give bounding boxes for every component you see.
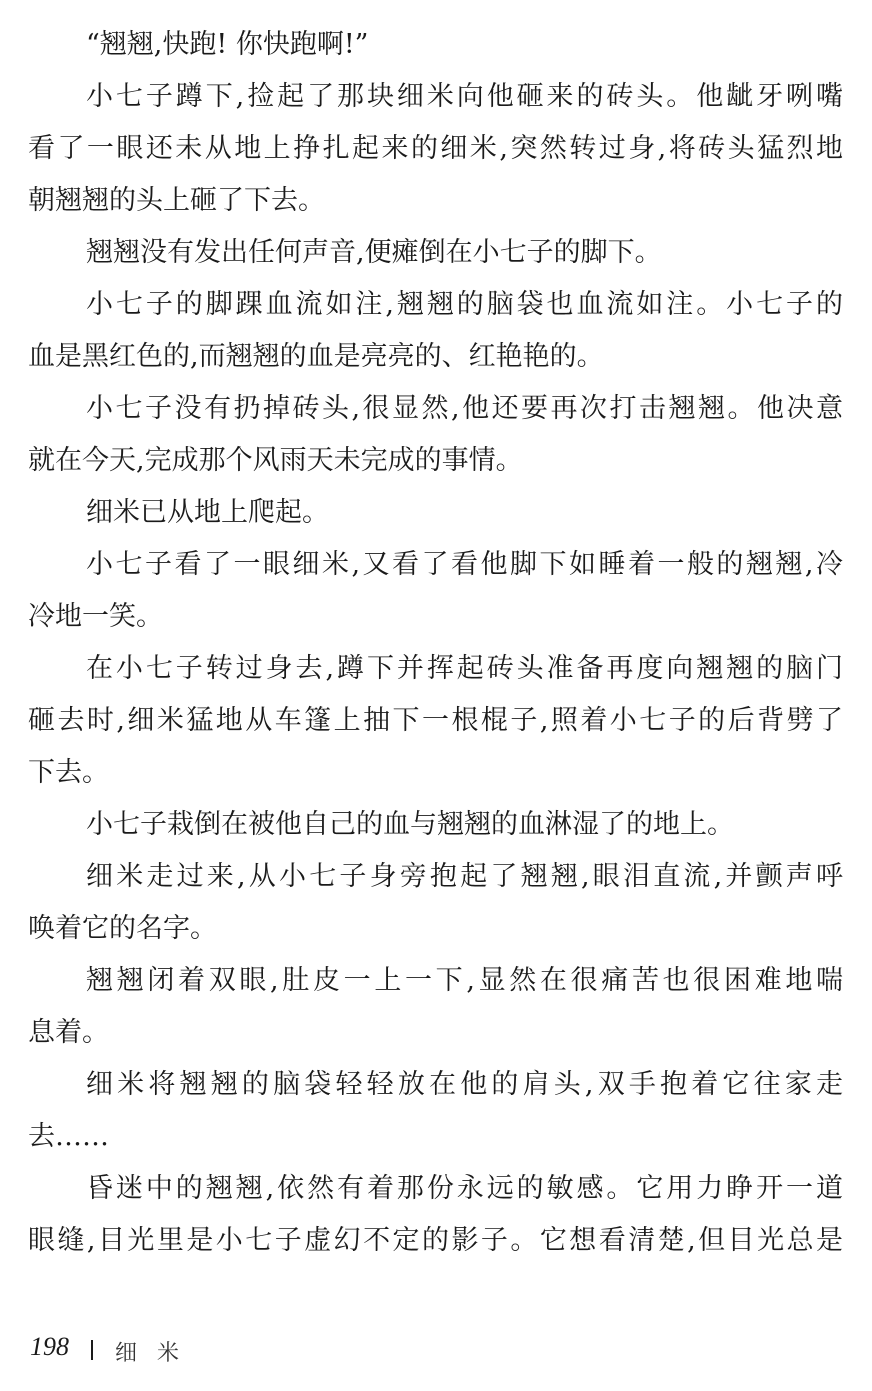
text-line: 看了一眼还未从地上挣扎起来的细米,突然转过身,将砖头猛烈地 — [28, 133, 843, 164]
text-line: 就在今天,完成那个风雨天未完成的事情。 — [28, 445, 523, 476]
text-line: 砸去时,细米猛地从车篷上抽下一根棍子,照着小七子的后背劈了 — [28, 705, 843, 736]
text-line: 冷地一笑。 — [28, 601, 163, 632]
text-line: 息着。 — [28, 1017, 109, 1048]
text-line: 细米走过来,从小七子身旁抱起了翘翘,眼泪直流,并颤声呼 — [86, 861, 843, 892]
text-line: 小七子看了一眼细米,又看了看他脚下如睡着一般的翘翘,冷 — [86, 549, 843, 580]
text-line: 小七子没有扔掉砖头,很显然,他还要再次打击翘翘。他决意 — [86, 393, 843, 424]
text-line: 细米已从地上爬起。 — [86, 497, 329, 528]
text-line: 朝翘翘的头上砸了下去。 — [28, 185, 325, 216]
text-line: 小七子蹲下,捡起了那块细米向他砸来的砖头。他龇牙咧嘴 — [86, 81, 843, 112]
text-line: 昏迷中的翘翘,依然有着那份永远的敏感。它用力睁开一道 — [86, 1173, 843, 1204]
footer-divider — [91, 1340, 93, 1360]
text-line: 小七子的脚踝血流如注,翘翘的脑袋也血流如注。小七子的 — [86, 289, 843, 320]
text-line: 血是黑红色的,而翘翘的血是亮亮的、红艳艳的。 — [28, 341, 604, 372]
text-line: 去…… — [28, 1121, 109, 1152]
text-line: 眼缝,目光里是小七子虚幻不定的影子。它想看清楚,但目光总是 — [28, 1225, 843, 1256]
text-line: 下去。 — [28, 757, 109, 788]
text-line: 小七子栽倒在被他自己的血与翘翘的血淋湿了的地上。 — [86, 809, 734, 840]
text-line: “翘翘,快跑! 你快跑啊!” — [86, 29, 369, 60]
book-title: 细米 — [115, 1341, 200, 1366]
text-line: 在小七子转过身去,蹲下并挥起砖头准备再度向翘翘的脑门 — [86, 653, 843, 684]
text-line: 翘翘没有发出任何声音,便瘫倒在小七子的脚下。 — [86, 237, 662, 268]
page-number: 198 — [30, 1332, 69, 1361]
text-line: 翘翘闭着双眼,肚皮一上一下,显然在很痛苦也很困难地喘 — [86, 965, 843, 996]
text-line: 唤着它的名字。 — [28, 913, 217, 944]
text-line: 细米将翘翘的脑袋轻轻放在他的肩头,双手抱着它往家走 — [86, 1069, 843, 1100]
